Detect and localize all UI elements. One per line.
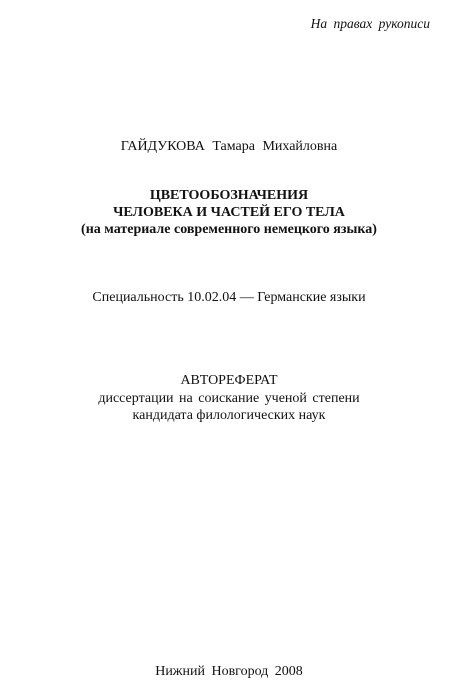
- abstract-label: АВТОРЕФЕРАТ: [180, 373, 278, 388]
- place-year: Нижний Новгород 2008: [155, 664, 303, 679]
- title-line-2: ЧЕЛОВЕКА И ЧАСТЕЙ ЕГО ТЕЛА: [113, 205, 345, 220]
- specialty-line: Специальность 10.02.04 — Германские языки: [92, 290, 366, 305]
- purpose-line-2: кандидата филологических наук: [132, 408, 326, 423]
- title-line-1: ЦВЕТООБОЗНАЧЕНИЯ: [149, 188, 309, 203]
- author-name: ГАЙДУКОВА Тамара Михайловна: [120, 139, 338, 154]
- rights-note: На правах рукописи: [310, 16, 430, 31]
- purpose-line-1: диссертации на соискание ученой степени: [98, 391, 360, 406]
- title-line-3: (на материале современного немецкого языка): [81, 222, 377, 237]
